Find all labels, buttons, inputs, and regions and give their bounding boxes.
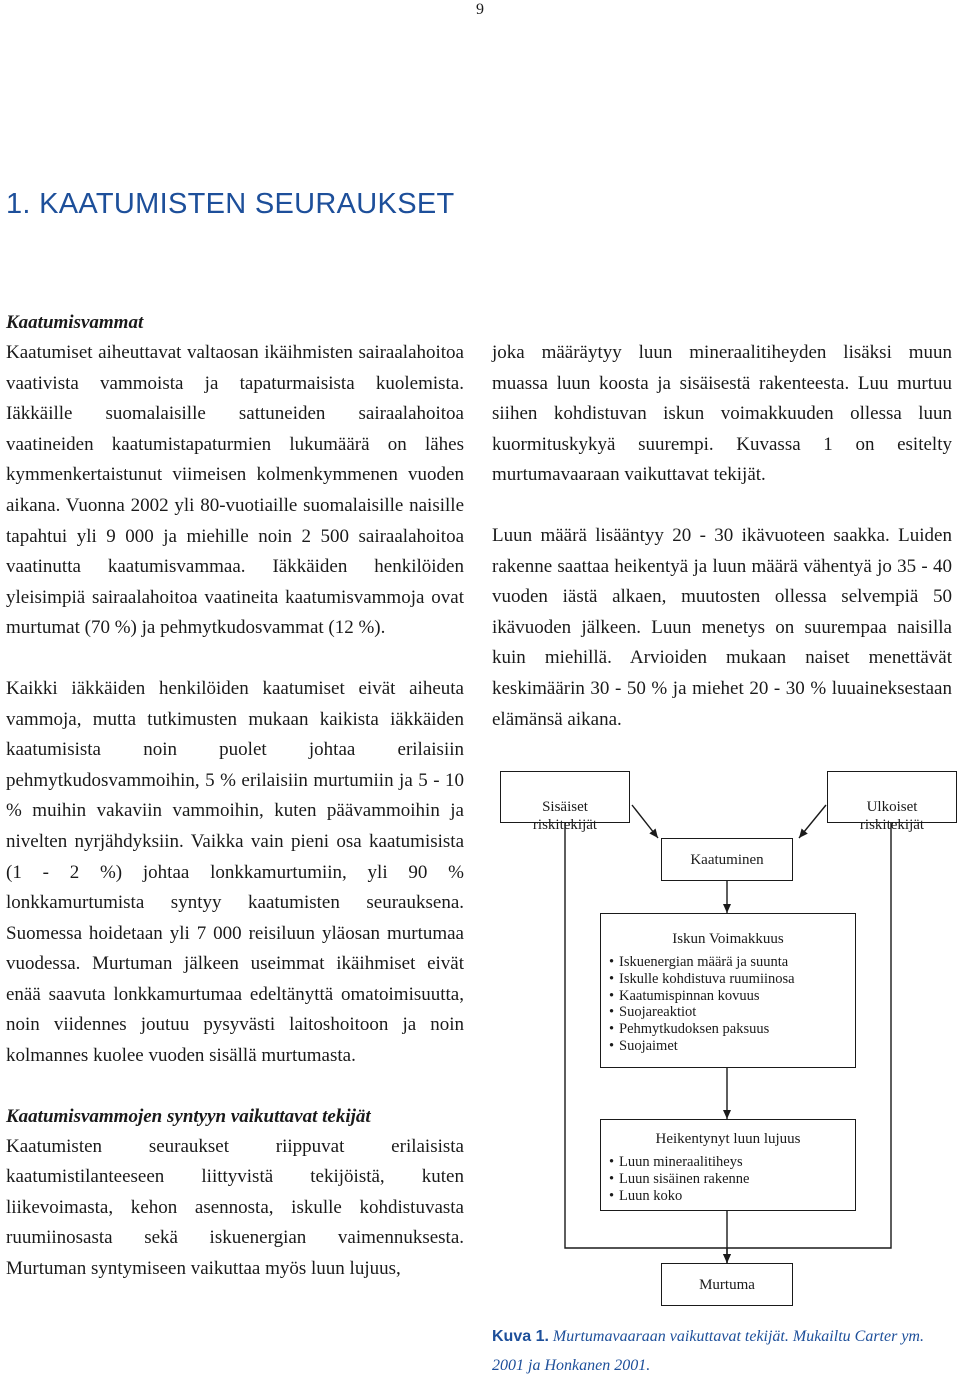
connector-external-to-fracture <box>727 822 891 1248</box>
connector-external-to-fall <box>799 805 826 838</box>
internal-risk-factors-label: Sisäiset riskitekijät <box>532 799 598 833</box>
figure-caption <box>492 1322 952 1380</box>
impact-force-box <box>600 913 856 1068</box>
section-heading-factors: Kaatumisvammojen syntyyn vaikuttavat tekijät <box>6 1105 371 1127</box>
bone-strength-list <box>601 1154 855 1204</box>
connector-internal-to-fall <box>632 805 658 838</box>
fracture-box <box>661 1263 793 1306</box>
fracture-label: Murtuma <box>699 1277 755 1293</box>
impact-factor-item: • Kaatumispinnan kovuus <box>609 988 855 1005</box>
figure-caption-label: Kuva 1. <box>492 1328 549 1345</box>
bone-factor-item: • Luun mineraalitiheys <box>609 1154 855 1171</box>
paragraph-injuries-2: Kaikki iäkkäiden henkilöiden kaatumiset eivät aiheuta vammoja, mutta tutkimusten mukaan kaikista iäkkäiden kaatumisista noin puolet johtaa erilaisiin pehmytkudosvammoihin, 5 % erilaisiin murtumiin ja 5 - 10 % muihin vakaviin vammoihin, kuten päävammoihin ja nivelten nyrjähdyksiin. Vaikka vain pieni osa kaatumisista (1 - 2 %) johtaa lonkkamurtumiin, yli 90 % lonkkamurtumista syntyy kaatumisten seurauksena. Suomessa hoidetaan yli 7 000 reisiluun yläosan murtumaa vuodessa. Murtuman jälkeen useimmat ikäihmiset eivät enää saavuta lonkkamurtumaa edeltänyttä omatoimisuutta, noin viidennes joutuu pysyvästi laitoshoitoon ja noin kolmannes kuolee vuoden sisällä murtumasta. <box>6 677 464 1067</box>
left-column <box>6 308 464 1285</box>
weakened-bone-strength-box <box>600 1119 856 1211</box>
paragraph-bone-strength: joka määräytyy luun mineraalitiheyden lisäksi muun muassa luun koosta ja sisäisestä rakenteesta. Luu murtuu siihen kohdistuvan iskun voimakkuuden ollessa luun kuormituskykyä suurempi. Kuvassa 1 on esitelty murtumavaaraan vaikuttavat tekijät. <box>492 342 952 486</box>
internal-risk-factors-box <box>500 771 630 833</box>
figure-caption-text: Murtumavaaraan vaikuttavat tekijät. Mukailtu Carter ym. 2001 ja Honkanen 2001. <box>492 1328 924 1374</box>
section-heading-injuries: Kaatumisvammat <box>6 312 144 333</box>
connector-internal-to-fracture <box>565 822 727 1263</box>
fall-box <box>661 838 793 881</box>
bone-factor-item: • Luun koko <box>609 1188 855 1205</box>
external-risk-factors-box <box>827 771 957 833</box>
fall-label: Kaatuminen <box>690 852 764 868</box>
impact-factor-item: • Iskulle kohdistuva ruumiinosa <box>609 971 855 988</box>
impact-factor-item: • Iskuenergian määrä ja suunta <box>609 954 855 971</box>
paragraph-injuries-1: Kaatumiset aiheuttavat valtaosan ikäihmisten sairaalahoitoa vaativista vammoista ja tapaturmaisista kuolemista. Iäkkäille suomalaisille sattuneiden sairaalahoitoa vaatineiden kaatumistapaturmien lukumäärä on lähes kymmenkertaistunut viimeisen kolmenkymmenen vuoden aikana. Vuonna 2002 yli 80-vuotiaille suomalaisille naisille tapahtui yli 9 000 ja miehille noin 2 500 sairaalahoitoa vaatinutta kaatumisvammaa. Iäkkäiden henkilöiden yleisimpiä sairaalahoitoa vaatineita kaatumisvammoja ovat murtumat (70 %) ja pehmytkudosvammat (12 %). <box>6 342 464 639</box>
bone-factor-item: • Luun sisäinen rakenne <box>609 1171 855 1188</box>
impact-factor-item: • Suojareaktiot <box>609 1004 855 1021</box>
paragraph-factors: Kaatumisten seuraukset riippuvat erilaisista kaatumistilanteeseen liittyvistä tekijöistä, kuten liikevoimasta, kehon asennosta, iskulle kohdistuvasta ruumiinosasta sekä iskuenergian vaimennuksesta. Murtuman syntymiseen vaikuttaa myös luun lujuus, <box>6 1135 464 1280</box>
impact-force-list <box>601 954 855 1055</box>
paragraph-bone-loss: Luun määrä lisääntyy 20 - 30 ikävuoteen saakka. Luiden rakenne saattaa heikentyä ja luun määrä vähentyä jo 35 - 40 vuoden iästä alkaen, muutosten ollessa selvempiä 50 ikävuoden jälkeen. Luun menetys on suurempaa naisilla kuin miehillä. Arvioiden mukaan naiset menettävät keskimäärin 30 - 50 % ja miehet 20 - 30 % luuaineksestaan elämänsä aikana. <box>492 524 952 730</box>
impact-force-title: Iskun Voimakkuus <box>672 931 784 947</box>
external-risk-factors-label: Ulkoiset riskitekijät <box>859 799 925 833</box>
impact-factor-item: • Suojaimet <box>609 1038 855 1055</box>
chapter-title: 1. KAATUMISTEN SEURAUKSET <box>6 188 455 220</box>
impact-factor-item: • Pehmytkudoksen paksuus <box>609 1021 855 1038</box>
page-number: 9 <box>476 1 484 18</box>
right-column <box>492 338 952 735</box>
weakened-bone-strength-title: Heikentynyt luun lujuus <box>655 1131 801 1147</box>
